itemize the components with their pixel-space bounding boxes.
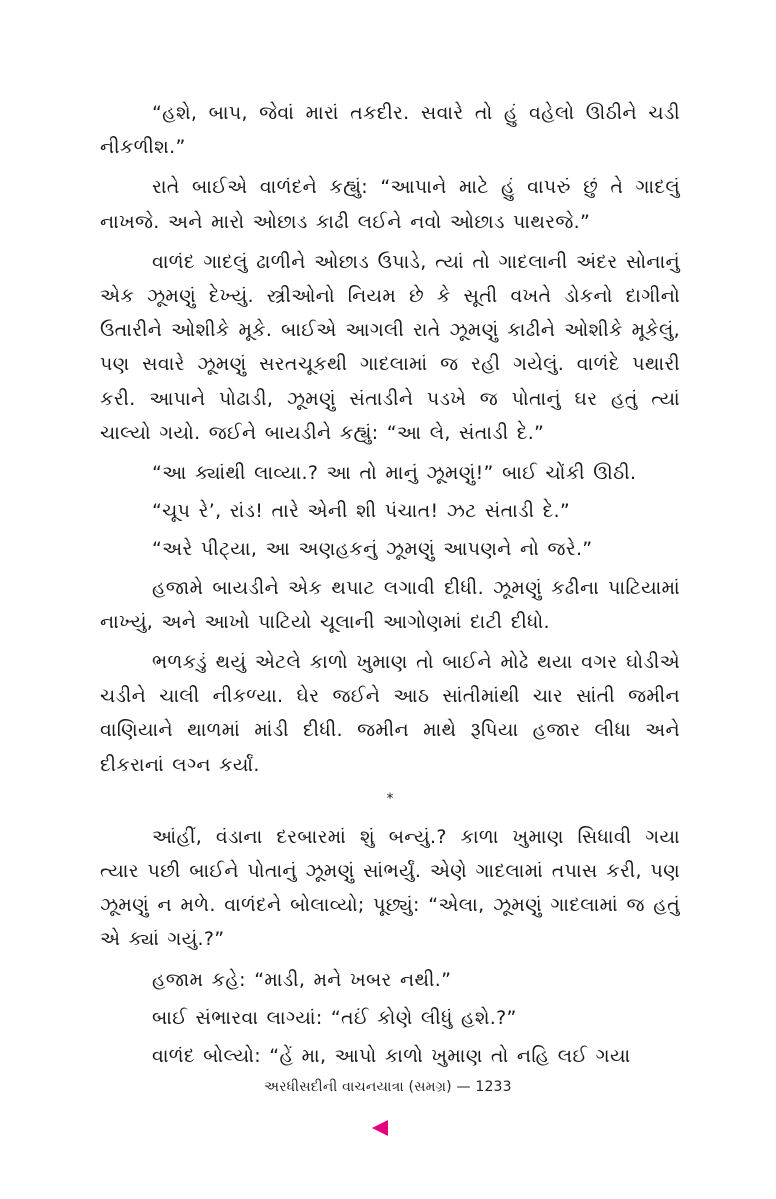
previous-page-icon[interactable] <box>372 1120 388 1136</box>
paragraph: “હશે, બાપ, જેવાં મારાં તકદીર. સવારે તો હું વહેલો ઊઠીને ચડી નીકળીશ.” <box>100 102 680 159</box>
paragraph: ભળકડું થયું એટલે કાળો ખુમાણ તો બાઈને મોઢે થયા વગર ઘોડીએ ચડીને ચાલી નીકળ્યા. ઘેર જઈને આઠ સાંતીમાંથી ચાર સાંતી જમીન વાણિયાને થાળમાં માંડી દીધી. જમીન માથે રૂપિયા હજાર લીધા અને દીકરાનાં લગ્ન કર્યાં. <box>100 651 680 776</box>
section-divider: * <box>386 790 394 807</box>
paragraph: “અરે પીટ્યા, આ અણહકનું ઝૂમણું આપણને નો જરે.” <box>152 538 593 561</box>
paragraph: “ચૂપ રે’, રાંડ! તારે એની શી પંચાત! ઝટ સંતાડી દે.” <box>152 500 571 523</box>
paragraph: વાળંદ ગાદલું ઢાળીને ઓછાડ ઉપાડે, ત્યાં તો ગાદલાની અંદર સોનાનું એક ઝૂમણું દેખ્યું. સ્ત્રીઓનો નિયમ છે કે સૂતી વખતે ડોકનો દાગીનો ઉતારીને ઓશીકે મૂકે. બાઈએ આગલી રાતે ઝૂમણું કાઢીને ઓશીકે મૂકેલું, પણ સવારે ઝૂમણું સરતચૂકથી ગાદલામાં જ રહી ગયેલું. વાળંદે પથારી કરી. આપાને પોઢાડી, ઝૂમણું સંતાડીને પડખે જ પોતાનું ઘર હતું ત્યાં ચાલ્યો ગયો. જઈને બાયડીને કહ્યું: “આ લે, સંતાડી દે.” <box>100 250 680 444</box>
paragraph: બાઈ સંભારવા લાગ્યાં: “તઈં કોણે લીધું હશે.?” <box>152 1006 517 1029</box>
paragraph: “આ ક્યાંથી લાવ્યા.? આ તો માનું ઝૂમણું!” બાઈ ચોંકી ઊઠી. <box>152 462 637 485</box>
paragraph: આંહીં, વંડાના દરબારમાં શું બન્યું.? કાળા ખુમાણ સિધાવી ગયા ત્યાર પછી બાઈને પોતાનું ઝૂમણું સાંભર્યું. એણે ગાદલામાં તપાસ કરી, પણ ઝૂમણું ન મળે. વાળંદને બોલાવ્યો; પૂછ્યું: “એલા, ઝૂમણું ગાદલામાં જ હતું એ ક્યાં ગયું.?” <box>100 825 680 951</box>
page-footer: અરધીસદીની વાચનયાત્રા (સમગ્ર) — 1233 <box>264 1079 512 1095</box>
paragraph: રાતે બાઈએ વાળંદને કહ્યું: “આપાને માટે હું વાપરું છું તે ગાદલું નાખજે. અને મારો ઓછાડ કાઢી લઈને નવો ઓછાડ પાથરજે.” <box>100 176 680 233</box>
paragraph: હજામ કહે: “માડી, મને ખબર નથી.” <box>152 968 452 991</box>
paragraph: વાળંદ બોલ્યો: “હેં મા, આપો કાળો ખુમાણ તો નહિ લઈ ગયા <box>152 1045 631 1068</box>
page-body <box>100 96 680 1077</box>
paragraph: હજામે બાયડીને એક થપાટ લગાવી દીધી. ઝૂમણું કઢીના પાટિયામાં નાખ્યું, અને આખો પાટિયો ચૂલાની આગોણમાં દાટી દીધો. <box>100 576 680 633</box>
